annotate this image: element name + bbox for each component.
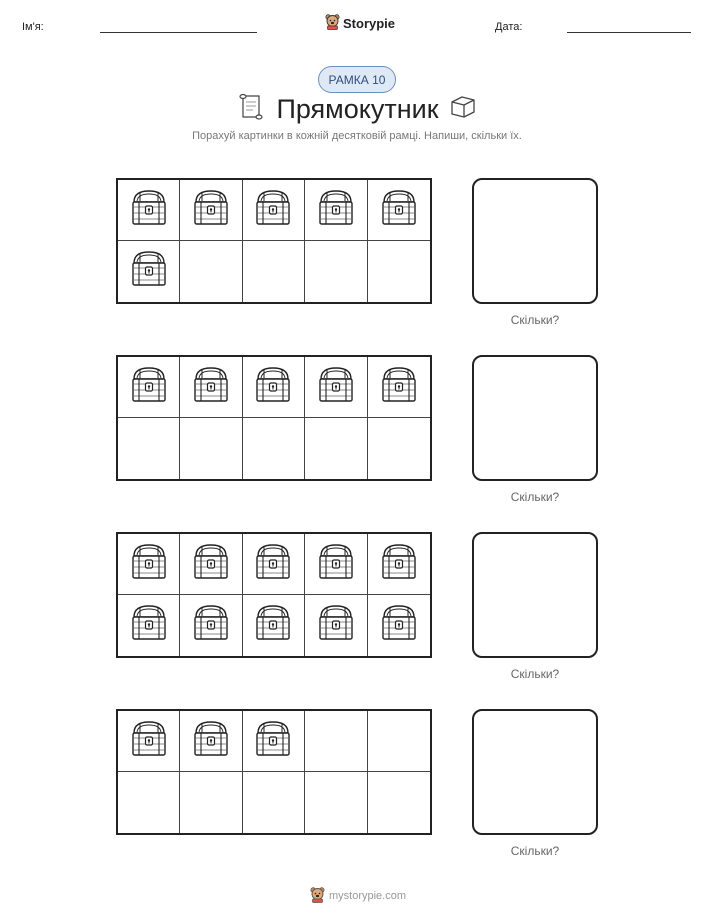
frame-cell — [118, 711, 180, 772]
frame-cell — [118, 418, 180, 479]
treasure-chest-icon — [190, 603, 232, 648]
treasure-chest-icon — [190, 188, 232, 233]
ten-frame — [116, 178, 432, 304]
page-title: Прямокутник — [276, 94, 439, 124]
frame-cell — [243, 357, 305, 418]
frame-cell — [180, 772, 242, 833]
frame-cell — [118, 241, 180, 302]
frame-cell — [305, 711, 367, 772]
answer-box[interactable] — [472, 355, 598, 481]
frame-cell — [305, 418, 367, 479]
frame-cell — [243, 772, 305, 833]
frame-cell — [243, 418, 305, 479]
ten-frame — [116, 355, 432, 481]
frame-cell — [368, 595, 430, 656]
frame-cell — [305, 595, 367, 656]
scroll-icon — [237, 92, 265, 127]
treasure-chest-icon — [378, 603, 420, 648]
date-line[interactable] — [567, 32, 691, 33]
frame-cell — [180, 418, 242, 479]
count-prompt: Скільки? — [510, 313, 560, 327]
instructions: Порахуй картинки в кожній десятковій рамці. Напиши, скільки їх. — [192, 130, 522, 142]
brand-name: Storypie — [343, 15, 396, 31]
footer — [310, 886, 406, 906]
frame-cell — [368, 418, 430, 479]
treasure-chest-icon — [128, 365, 170, 410]
treasure-chest-icon — [252, 719, 294, 764]
frame-cell — [243, 595, 305, 656]
frame-cell — [118, 180, 180, 241]
treasure-chest-icon — [315, 542, 357, 587]
treasure-chest-icon — [128, 542, 170, 587]
treasure-chest-icon — [252, 365, 294, 410]
answer-box[interactable] — [472, 532, 598, 658]
treasure-chest-icon — [315, 188, 357, 233]
answer-box[interactable] — [472, 178, 598, 304]
footer-url[interactable]: mystorypie.com — [329, 890, 407, 902]
treasure-chest-icon — [252, 542, 294, 587]
frame-cell — [180, 711, 242, 772]
frame-cell — [305, 241, 367, 302]
brand-logo — [325, 13, 395, 33]
frame-cell — [305, 772, 367, 833]
ten-frame — [116, 532, 432, 658]
frame-cell — [118, 534, 180, 595]
treasure-chest-icon — [128, 603, 170, 648]
treasure-chest-icon — [315, 365, 357, 410]
frame-cell — [243, 534, 305, 595]
name-label: Ім'я: — [22, 21, 44, 33]
treasure-chest-icon — [252, 188, 294, 233]
frame-cell — [243, 180, 305, 241]
count-prompt: Скільки? — [510, 667, 560, 681]
category-badge: РАМКА 10 — [318, 66, 396, 93]
frame-cell — [368, 180, 430, 241]
treasure-chest-icon — [315, 603, 357, 648]
treasure-chest-icon — [128, 188, 170, 233]
frame-cell — [368, 534, 430, 595]
frame-cell — [368, 357, 430, 418]
name-line[interactable] — [100, 32, 257, 33]
frame-cell — [305, 357, 367, 418]
frame-cell — [180, 180, 242, 241]
frame-cell — [180, 357, 242, 418]
frame-cell — [180, 595, 242, 656]
bear-icon — [310, 886, 325, 906]
answer-box[interactable] — [472, 709, 598, 835]
frame-cell — [118, 357, 180, 418]
treasure-chest-icon — [128, 719, 170, 764]
frame-cell — [118, 595, 180, 656]
treasure-chest-icon — [190, 719, 232, 764]
treasure-chest-icon — [128, 249, 170, 294]
frame-cell — [180, 534, 242, 595]
frame-cell — [243, 241, 305, 302]
treasure-chest-icon — [378, 365, 420, 410]
bear-icon — [325, 13, 340, 33]
treasure-chest-icon — [252, 603, 294, 648]
frame-cell — [368, 711, 430, 772]
date-label: Дата: — [495, 21, 523, 33]
frame-cell — [305, 180, 367, 241]
frame-cell — [243, 711, 305, 772]
treasure-chest-icon — [190, 365, 232, 410]
frame-cell — [368, 772, 430, 833]
frame-cell — [180, 241, 242, 302]
cube-icon — [448, 94, 478, 125]
treasure-chest-icon — [190, 542, 232, 587]
treasure-chest-icon — [378, 542, 420, 587]
frame-cell — [368, 241, 430, 302]
treasure-chest-icon — [378, 188, 420, 233]
frame-cell — [118, 772, 180, 833]
count-prompt: Скільки? — [510, 844, 560, 858]
ten-frame — [116, 709, 432, 835]
count-prompt: Скільки? — [510, 490, 560, 504]
frame-cell — [305, 534, 367, 595]
